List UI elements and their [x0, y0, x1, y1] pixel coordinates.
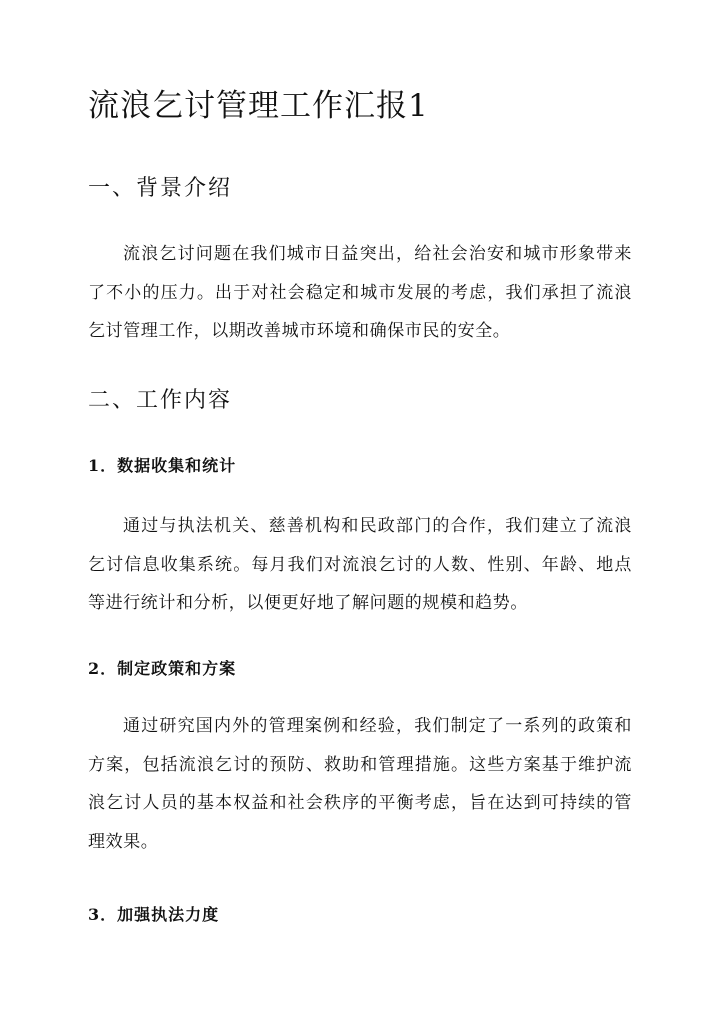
paragraph-background: 流浪乞讨问题在我们城市日益突出，给社会治安和城市形象带来了不小的压力。出于对社会稳定和城市发展的考虑，我们承担了流浪乞讨管理工作，以期改善城市环境和确保市民的安全。	[88, 244, 632, 341]
subsection-heading-enforcement: 3．加强执法力度	[88, 905, 220, 924]
subsection-heading-data-collection: 1．数据收集和统计	[88, 456, 237, 475]
paragraph-data-collection: 通过与执法机关、慈善机构和民政部门的合作，我们建立了流浪乞讨信息收集系统。每月我们对流浪乞讨的人数、性别、年龄、地点等进行统计和分析，以便更好地了解问题的规模和趋势。	[88, 516, 632, 613]
section-heading-work-content: 二、工作内容	[88, 388, 233, 413]
subsection-heading-policy: 2．制定政策和方案	[88, 659, 237, 678]
paragraph-policy: 通过研究国内外的管理案例和经验，我们制定了一系列的政策和方案，包括流浪乞讨的预防、救助和管理措施。这些方案基于维护流浪乞讨人员的基本权益和社会秩序的平衡考虑，旨在达到可持续的管理效果。	[88, 716, 632, 852]
document-title: 流浪乞讨管理工作汇报1	[88, 88, 429, 124]
section-heading-background: 一、背景介绍	[88, 176, 233, 201]
